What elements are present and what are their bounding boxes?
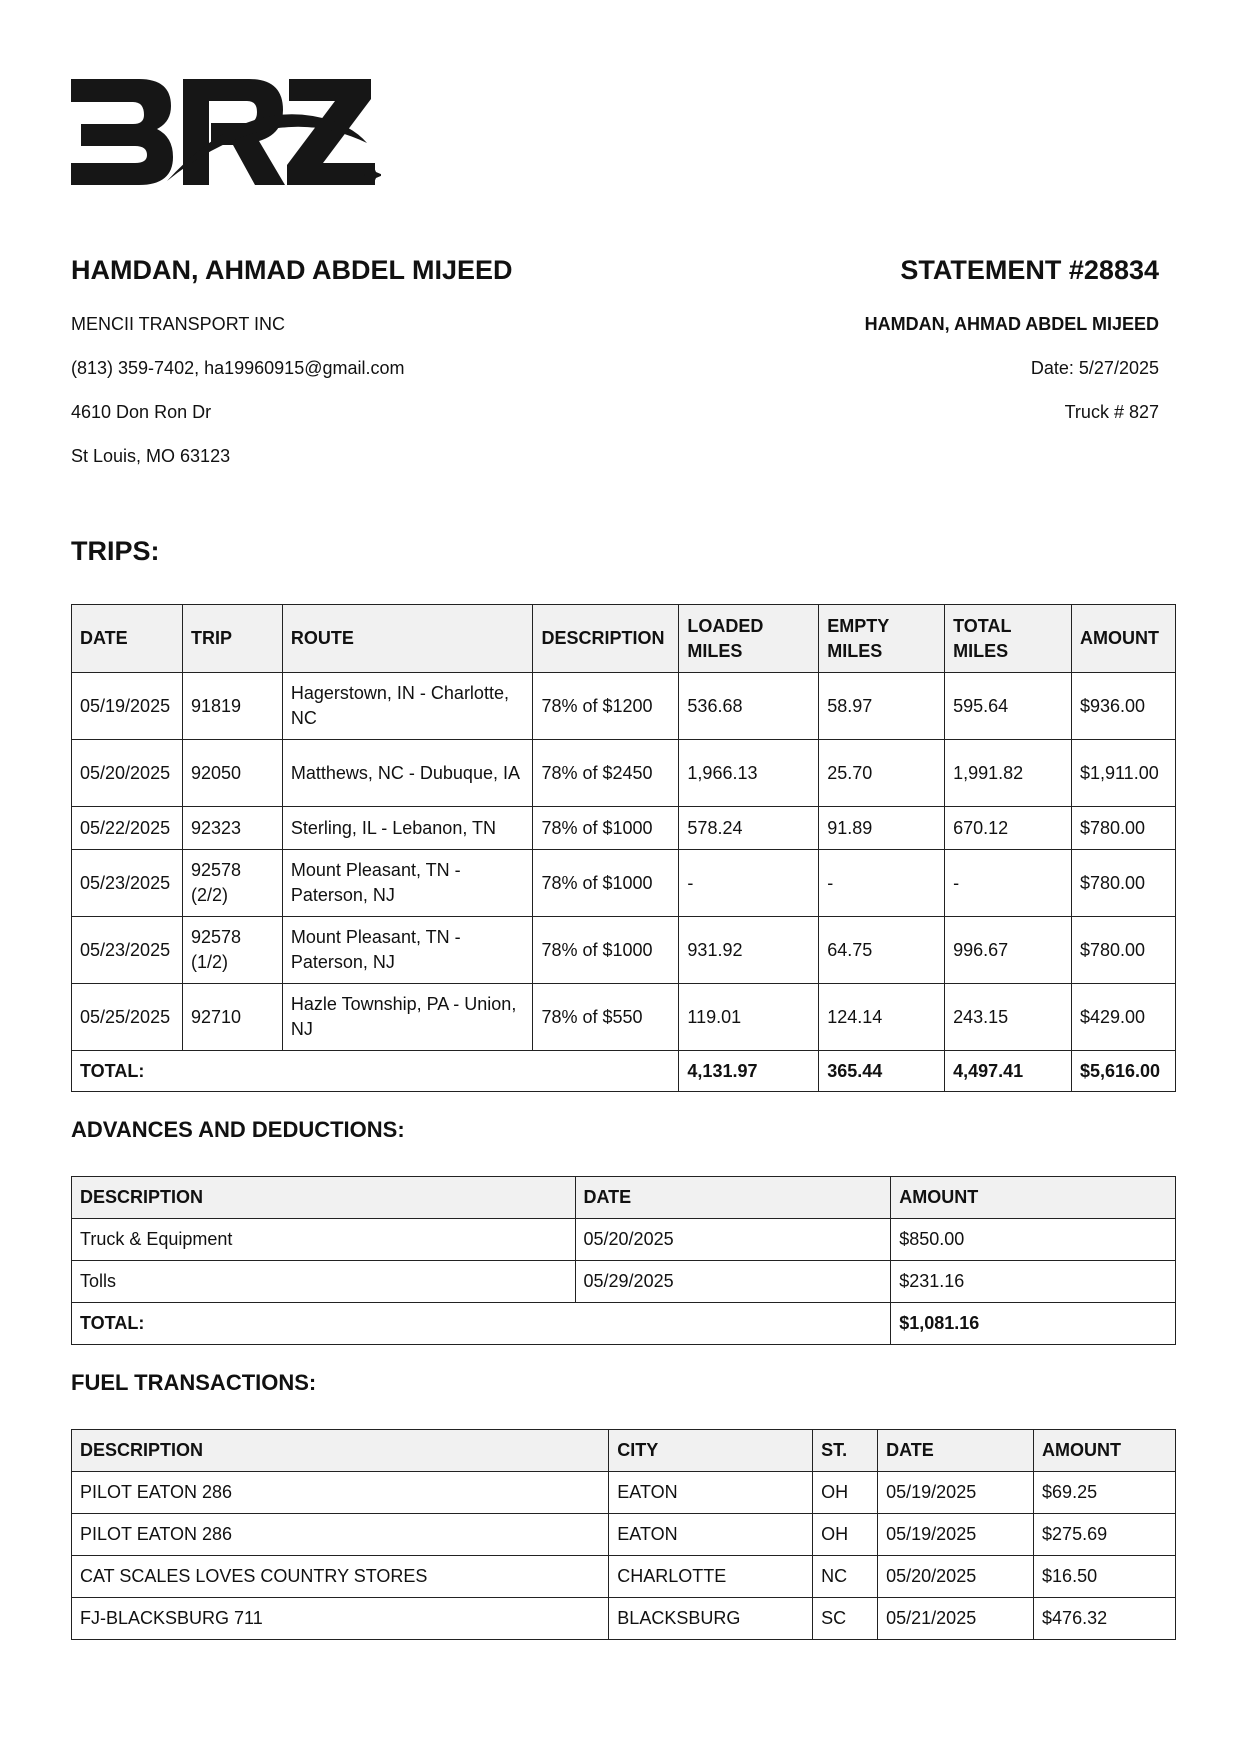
column-header: DATE — [575, 1177, 891, 1219]
trip-amount: $429.00 — [1071, 984, 1175, 1051]
trips-table — [71, 604, 1176, 1092]
fuel-description: PILOT EATON 286 — [72, 1514, 609, 1556]
advance-description: Truck & Equipment — [72, 1219, 576, 1261]
fuel-amount: $69.25 — [1034, 1472, 1176, 1514]
trip-empty-miles: 25.70 — [819, 740, 945, 807]
fuel-city: EATON — [609, 1514, 813, 1556]
trip-total-miles: 996.67 — [945, 917, 1072, 984]
fuel-date: 05/19/2025 — [878, 1472, 1034, 1514]
column-header: DESCRIPTION — [533, 605, 679, 673]
column-header: AMOUNT — [1071, 605, 1175, 673]
table-row — [72, 1556, 1176, 1598]
column-header: DATE — [72, 605, 183, 673]
driver-name: HAMDAN, AHMAD ABDEL MIJEED — [71, 255, 513, 285]
fuel-description: PILOT EATON 286 — [72, 1472, 609, 1514]
trip-number: 92578 (2/2) — [182, 850, 282, 917]
fuel-city: EATON — [609, 1472, 813, 1514]
trips-total-row — [72, 1051, 1176, 1092]
trip-amount: $780.00 — [1071, 917, 1175, 984]
trip-date: 05/23/2025 — [72, 850, 183, 917]
table-row — [72, 1219, 1176, 1261]
advances-section-title: ADVANCES AND DEDUCTIONS: — [71, 1117, 405, 1142]
trip-number: 92050 — [182, 740, 282, 807]
column-header: CITY — [609, 1430, 813, 1472]
table-row — [72, 1261, 1176, 1303]
trip-amount: $780.00 — [1071, 850, 1175, 917]
trip-description: 78% of $550 — [533, 984, 679, 1051]
trip-empty-miles: 91.89 — [819, 807, 945, 850]
company-name: MENCII TRANSPORT INC — [71, 314, 286, 334]
truck-number: Truck # 827 — [1064, 402, 1159, 422]
trip-route: Mount Pleasant, TN - Paterson, NJ — [282, 917, 533, 984]
fuel-table — [71, 1429, 1176, 1640]
fuel-state: OH — [813, 1514, 878, 1556]
trip-total-miles: 670.12 — [945, 807, 1072, 850]
driver-contact: (813) 359-7402, ha19960915@gmail.com — [71, 358, 405, 378]
table-header-row — [72, 1177, 1176, 1219]
advances-table — [71, 1176, 1176, 1345]
fuel-city: CHARLOTTE — [609, 1556, 813, 1598]
trip-number: 92710 — [182, 984, 282, 1051]
address-line-2: St Louis, MO 63123 — [71, 446, 231, 466]
table-row — [72, 1514, 1176, 1556]
fuel-amount: $16.50 — [1034, 1556, 1176, 1598]
table-row — [72, 1472, 1176, 1514]
fuel-date: 05/19/2025 — [878, 1514, 1034, 1556]
advance-description: Tolls — [72, 1261, 576, 1303]
trip-total-miles: 243.15 — [945, 984, 1072, 1051]
trip-date: 05/22/2025 — [72, 807, 183, 850]
fuel-state: SC — [813, 1598, 878, 1640]
trip-total-miles: - — [945, 850, 1072, 917]
column-header: ROUTE — [282, 605, 533, 673]
address-line-1: 4610 Don Ron Dr — [71, 402, 212, 422]
trip-route: Matthews, NC - Dubuque, IA — [282, 740, 533, 807]
advance-amount: $850.00 — [891, 1219, 1176, 1261]
table-row — [72, 1598, 1176, 1640]
fuel-section-title: FUEL TRANSACTIONS: — [71, 1370, 317, 1395]
fuel-date: 05/20/2025 — [878, 1556, 1034, 1598]
total-loaded-miles: 4,131.97 — [679, 1051, 819, 1092]
trip-total-miles: 1,991.82 — [945, 740, 1072, 807]
column-header: ST. — [813, 1430, 878, 1472]
trip-empty-miles: - — [819, 850, 945, 917]
fuel-amount: $476.32 — [1034, 1598, 1176, 1640]
trip-loaded-miles: 931.92 — [679, 917, 819, 984]
trip-number: 91819 — [182, 673, 282, 740]
column-header: AMOUNT — [891, 1177, 1176, 1219]
trip-amount: $780.00 — [1071, 807, 1175, 850]
table-row — [72, 850, 1176, 917]
trip-date: 05/25/2025 — [72, 984, 183, 1051]
trip-number: 92323 — [182, 807, 282, 850]
trip-route: Sterling, IL - Lebanon, TN — [282, 807, 533, 850]
trip-empty-miles: 58.97 — [819, 673, 945, 740]
table-header-row — [72, 1430, 1176, 1472]
total-amount: $5,616.00 — [1071, 1051, 1175, 1092]
trip-description: 78% of $1000 — [533, 850, 679, 917]
fuel-city: BLACKSBURG — [609, 1598, 813, 1640]
column-header: DATE — [878, 1430, 1034, 1472]
total-amount: $1,081.16 — [891, 1303, 1176, 1345]
trip-loaded-miles: 536.68 — [679, 673, 819, 740]
advances-total-row — [72, 1303, 1176, 1345]
advance-date: 05/29/2025 — [575, 1261, 891, 1303]
trip-description: 78% of $2450 — [533, 740, 679, 807]
fuel-description: CAT SCALES LOVES COUNTRY STORES — [72, 1556, 609, 1598]
brz-logo — [71, 79, 381, 191]
trip-route: Hagerstown, IN - Charlotte, NC — [282, 673, 533, 740]
trip-date: 05/23/2025 — [72, 917, 183, 984]
trip-number: 92578 (1/2) — [182, 917, 282, 984]
total-label: TOTAL: — [72, 1051, 679, 1092]
trip-date: 05/20/2025 — [72, 740, 183, 807]
table-row — [72, 807, 1176, 850]
advance-amount: $231.16 — [891, 1261, 1176, 1303]
column-header: LOADED MILES — [679, 605, 819, 673]
trip-empty-miles: 64.75 — [819, 917, 945, 984]
fuel-description: FJ-BLACKSBURG 711 — [72, 1598, 609, 1640]
table-row — [72, 917, 1176, 984]
total-label: TOTAL: — [72, 1303, 891, 1345]
table-row — [72, 740, 1176, 807]
statement-driver-name: HAMDAN, AHMAD ABDEL MIJEED — [864, 314, 1159, 334]
fuel-state: OH — [813, 1472, 878, 1514]
column-header: TRIP — [182, 605, 282, 673]
fuel-state: NC — [813, 1556, 878, 1598]
statement-title: STATEMENT #28834 — [900, 255, 1159, 285]
trip-empty-miles: 124.14 — [819, 984, 945, 1051]
total-miles: 4,497.41 — [945, 1051, 1072, 1092]
fuel-date: 05/21/2025 — [878, 1598, 1034, 1640]
column-header: AMOUNT — [1034, 1430, 1176, 1472]
trip-description: 78% of $1200 — [533, 673, 679, 740]
trip-amount: $1,911.00 — [1071, 740, 1175, 807]
fuel-amount: $275.69 — [1034, 1514, 1176, 1556]
column-header: DESCRIPTION — [72, 1177, 576, 1219]
total-empty-miles: 365.44 — [819, 1051, 945, 1092]
trip-loaded-miles: 578.24 — [679, 807, 819, 850]
column-header: EMPTY MILES — [819, 605, 945, 673]
column-header: TOTAL MILES — [945, 605, 1072, 673]
statement-date: Date: 5/27/2025 — [1030, 358, 1159, 378]
trip-loaded-miles: 119.01 — [679, 984, 819, 1051]
advance-date: 05/20/2025 — [575, 1219, 891, 1261]
trip-loaded-miles: - — [679, 850, 819, 917]
trip-date: 05/19/2025 — [72, 673, 183, 740]
table-row — [72, 673, 1176, 740]
trip-description: 78% of $1000 — [533, 807, 679, 850]
trip-route: Mount Pleasant, TN - Paterson, NJ — [282, 850, 533, 917]
trips-section-title: TRIPS: — [71, 536, 160, 566]
trip-description: 78% of $1000 — [533, 917, 679, 984]
trip-total-miles: 595.64 — [945, 673, 1072, 740]
trip-route: Hazle Township, PA - Union, NJ — [282, 984, 533, 1051]
column-header: DESCRIPTION — [72, 1430, 609, 1472]
table-header-row — [72, 605, 1176, 673]
trip-loaded-miles: 1,966.13 — [679, 740, 819, 807]
trip-amount: $936.00 — [1071, 673, 1175, 740]
table-row — [72, 984, 1176, 1051]
